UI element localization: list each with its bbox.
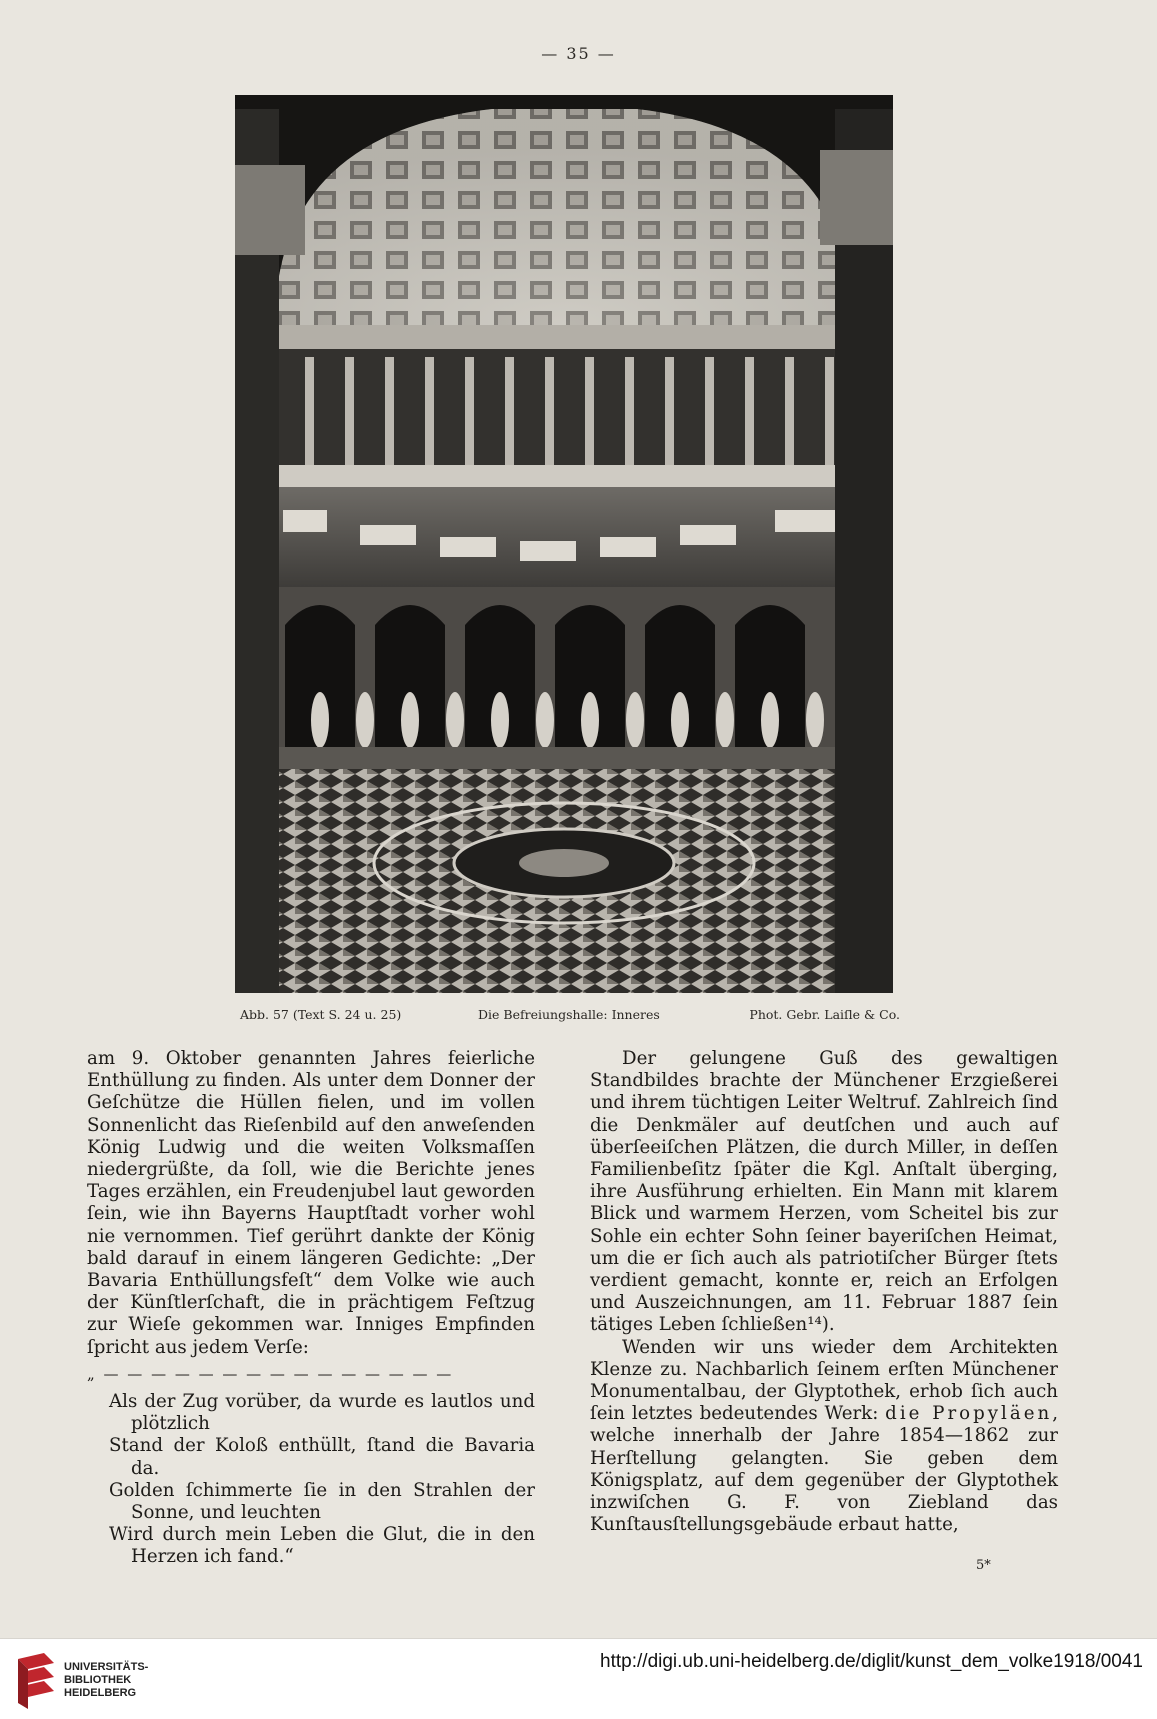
right-column [590,1048,1058,1536]
befreiungshalle-photo [235,95,893,993]
poem [87,1391,535,1569]
left-column [87,1048,535,1569]
poem-verse: Als der Zug vorüber, da wurde es lautlos und plötzlich [109,1391,535,1435]
paragraph-text: Wenden wir uns wieder dem Architekten Klenze zu. Nachbarlich ſeinem erſten Münchener Monumentalbau, der Glyptothek, erhob ſich auch ſein letztes bedeutendes Werk: [590,1336,1058,1425]
digitization-footer [0,1638,1157,1719]
poem-verse: Wird durch mein Leben die Glut, die in den Herzen ich fand.“ [109,1524,535,1568]
emphasized-term: die Propyläen [885,1403,1053,1425]
source-url-link[interactable]: http://digi.ub.uni-heidelberg.de/diglit/kunst_dem_volke1918/0041 [600,1651,1143,1672]
verse-ellipsis-dashes: „ — — — — — — — — — — — — — — — [87,1364,454,1383]
right-paragraph-2 [590,1337,1058,1537]
poem-verse: Stand der Koloß enthüllt, ſtand die Bavaria da. [109,1435,535,1479]
caption-title: Die Befreiungshalle: Inneres [478,1007,660,1022]
photo-illustration [235,95,893,993]
paragraph-text: , welche innerhalb der Jahre 1854—1862 zur Herſtellung gelangten. Sie geben dem Königsplatz, auf dem gegenüber der Glyptothek inzwiſchen G. F. von Ziebland das Kunſtausſtellungsgebäude erbaut hatte, [590,1403,1058,1536]
library-name-line: BIBLIOTHEK [64,1674,132,1686]
right-paragraph-1: Der gelungene Guß des gewaltigen Standbildes brachte der Münchener Erzgießerei und ihrem tüchtigen Leiter Weltruf. Zahlreich ſind die Denkmäler auf deutſchen und auch auf überſeeiſchen Plätzen, die durch Miller, in deſſen Familienbeſitz ſpäter die Kgl. Anſtalt überging, ihre Ausführung erhielten. Ein Mann mit klarem Blick und warmem Herzen, vom Scheitel bis zur Sohle ein echter Sohn ſeiner bayeriſchen Heimat, um die er ſich auch als patriotiſcher Bürger ſtets verdient gemacht, konnte er, reich an Erfolgen und Auszeichnungen, am 11. Februar 1887 ſein tätiges Leben ſchließen¹⁴). [590,1048,1058,1336]
library-name-line: HEIDELBERG [64,1687,137,1699]
caption-photo-credit: Phot. Gebr. Laiſle & Co. [749,1007,900,1022]
caption-figure-number: Abb. 57 (Text S. 24 u. 25) [240,1007,402,1022]
library-name-line: UNIVERSITÄTS- [64,1661,149,1673]
sheet-signature: 5* [976,1558,991,1573]
library-logo-icon [14,1651,58,1711]
library-name [64,1661,148,1700]
page-number: — 35 — [541,44,616,63]
poem-verse: Golden ſchimmerte ſie in den Strahlen der Sonne, und leuchten [109,1479,535,1524]
left-paragraph: am 9. Oktober genannten Jahres feierliche Enthüllung zu finden. Als unter dem Donner der Geſchütze die Hüllen fielen, und im vollen Sonnenlicht das Rieſenbild auf den anweſenden König Ludwig und die weiten Volksmaſſen niedergrüßte, da ſoll, wie die Berichte jenes Tages erzählen, ein Freudenjubel laut geworden ſein, wie ihn Bayerns Hauptſtadt vorher wohl nie vernommen. Tief gerührt dankte der König bald darauf in einem längeren Gedichte: „Der Bavaria Enthüllungsfeſt“ dem Volke wie auch der Künſtlerſchaft, die in prächtigem Feſtzug zur Wieſe gekommen war. Inniges Empfinden ſpricht aus jedem Verſe: [87,1048,535,1358]
